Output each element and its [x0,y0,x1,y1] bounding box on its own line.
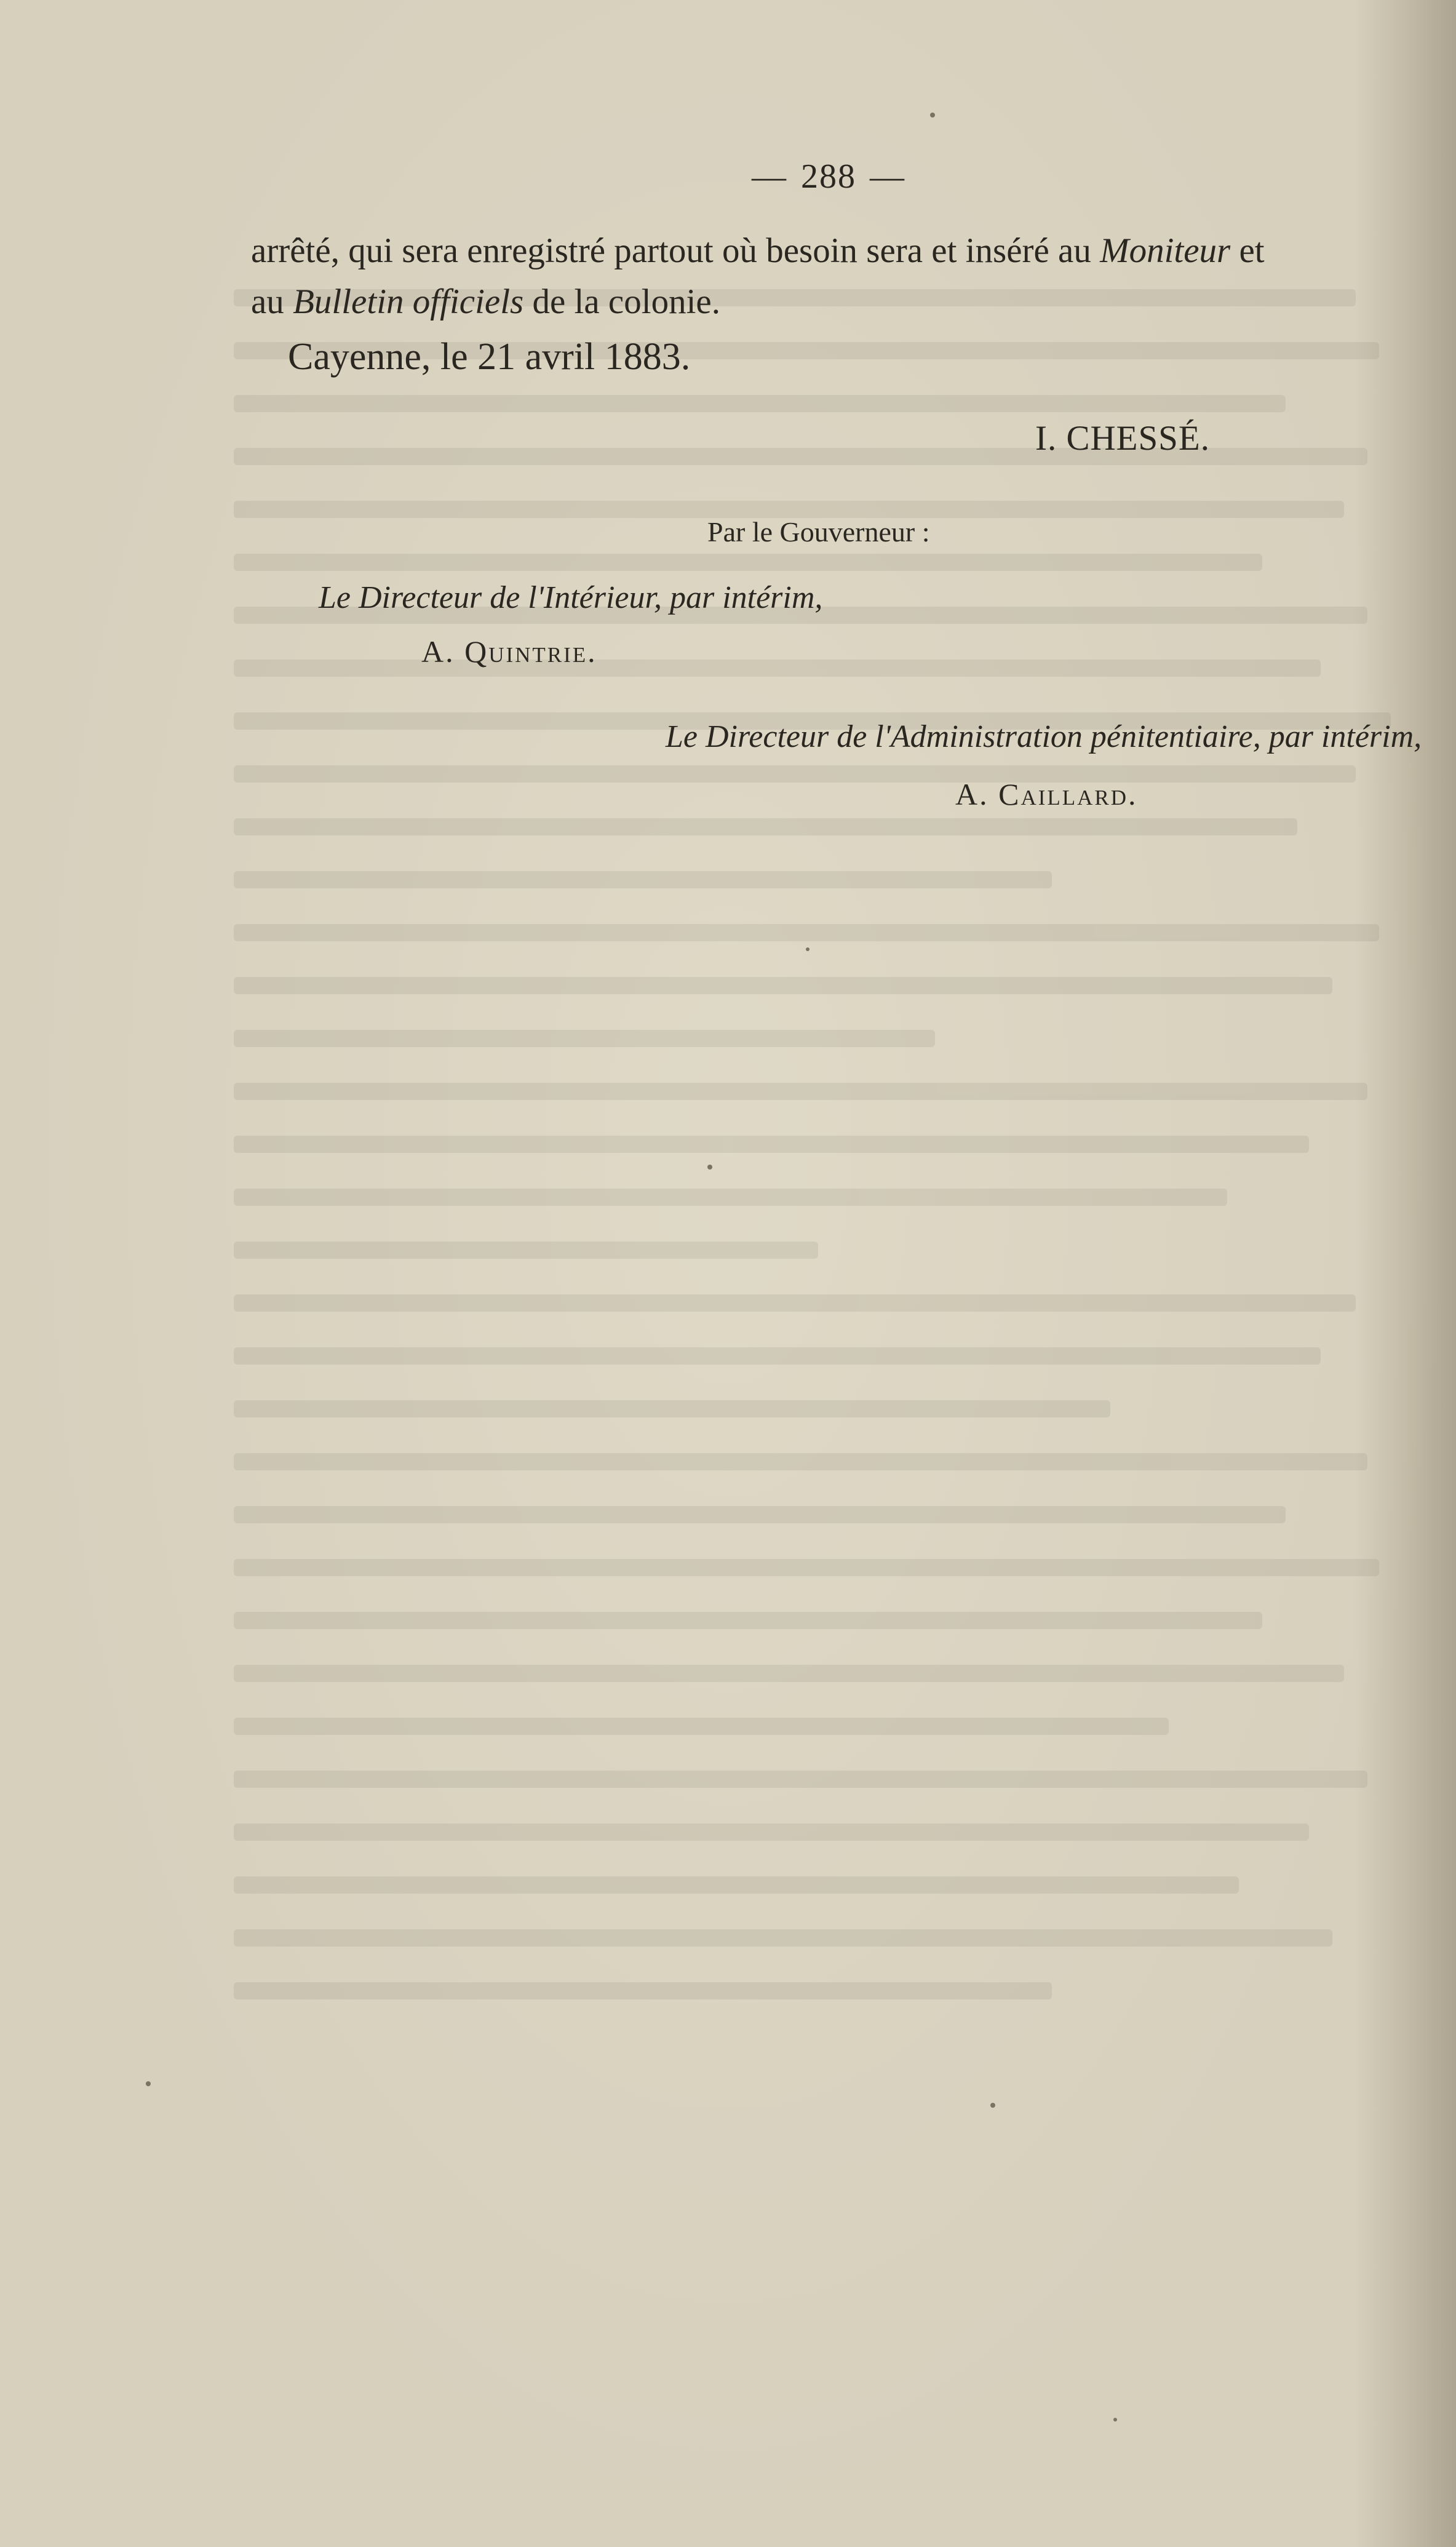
body-line-2-end: de la colonie. [532,282,720,321]
body-line-2 [251,282,720,322]
page-number [738,157,919,196]
director-interior-surname: uintrie. [488,634,597,669]
director-admin-initial: A. C [955,777,1021,811]
director-interior-name [421,634,597,669]
director-admin-title: Le Directeur de l'Administration pénitentiaire, par intérim, [666,719,1422,754]
page-number-value: 288 [801,157,856,196]
director-interior-initial: A. Q [421,634,489,669]
body-line-1-end: et [1239,231,1265,270]
body-line-1-text: arrêté, qui sera enregistré partout où besoin sera et inséré au [251,231,1091,270]
governor-label: Par le Gouverneur : [707,516,930,548]
director-admin-name [955,776,1138,812]
page-number-dash-left: — [752,157,787,196]
body-line-1 [251,231,1265,271]
moniteur-title: Moniteur [1100,231,1231,270]
governor-signature: I. CHESSÉ. [1035,419,1210,458]
date-line: Cayenne, le 21 avril 1883. [288,336,691,378]
bulletin-title: Bulletin officiels [293,282,524,321]
director-interior-title: Le Directeur de l'Intérieur, par intérim, [319,580,823,615]
page-number-dash-right: — [870,157,905,196]
director-admin-surname: aillard. [1020,777,1138,811]
bleed-through-text [234,289,1402,2073]
body-line-2-start: au [251,282,284,321]
